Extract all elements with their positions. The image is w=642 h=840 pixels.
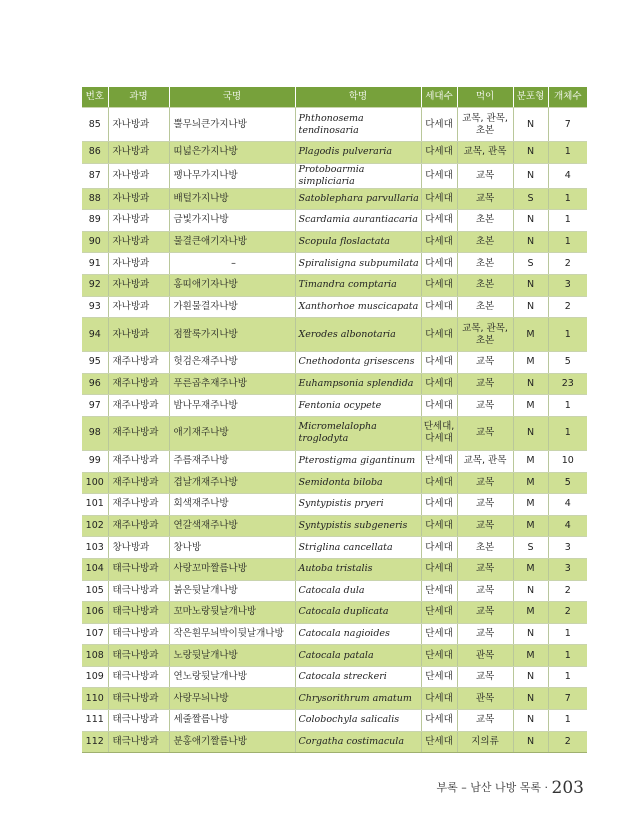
- cell-food: 초본: [457, 274, 513, 296]
- header-count: 개체수: [548, 87, 587, 108]
- cell-count: 2: [548, 580, 587, 602]
- cell-distribution: N: [513, 108, 548, 142]
- cell-korean-name: 꼬마노랑뒷날개나방: [169, 602, 295, 624]
- header-generations: 세대수: [421, 87, 457, 108]
- cell-number: 108: [82, 645, 108, 667]
- table-row: [82, 373, 587, 395]
- cell-korean-name: 가흰물결자나방: [169, 296, 295, 318]
- cell-food: 교목, 관목, 초본: [457, 108, 513, 142]
- cell-food: 교목: [457, 494, 513, 516]
- cell-count: 5: [548, 472, 587, 494]
- cell-count: 1: [548, 231, 587, 253]
- cell-distribution: M: [513, 645, 548, 667]
- cell-food: 교목: [457, 472, 513, 494]
- cell-number: 86: [82, 142, 108, 164]
- cell-generations: 다세대: [421, 558, 457, 580]
- cell-distribution: N: [513, 731, 548, 753]
- cell-korean-name: 밤나무재주나방: [169, 395, 295, 417]
- table-row: [82, 142, 587, 164]
- page-footer: [437, 778, 584, 798]
- cell-food: 초본: [457, 210, 513, 232]
- cell-korean-name: 홍띠애기자나방: [169, 274, 295, 296]
- cell-generations: 다세대: [421, 373, 457, 395]
- cell-korean-name: 주름재주나방: [169, 450, 295, 472]
- cell-count: 2: [548, 296, 587, 318]
- cell-number: 112: [82, 731, 108, 753]
- cell-number: 92: [82, 274, 108, 296]
- cell-food: 교목: [457, 602, 513, 624]
- cell-family: 자나방과: [108, 188, 169, 210]
- cell-distribution: N: [513, 210, 548, 232]
- cell-scientific-name: Catocala nagioides: [295, 623, 421, 645]
- cell-generations: 단세대: [421, 666, 457, 688]
- cell-count: 1: [548, 318, 587, 352]
- cell-food: 교목: [457, 395, 513, 417]
- moth-list-table: [82, 87, 587, 753]
- cell-number: 96: [82, 373, 108, 395]
- cell-family: 태극나방과: [108, 710, 169, 732]
- cell-korean-name: 사랑꼬마짤름나방: [169, 558, 295, 580]
- cell-scientific-name: Syntypistis subgeneris: [295, 515, 421, 537]
- cell-family: 재주나방과: [108, 450, 169, 472]
- table-row: [82, 450, 587, 472]
- table-row: [82, 231, 587, 253]
- cell-food: 교목, 관목: [457, 142, 513, 164]
- cell-scientific-name: Syntypistis pryeri: [295, 494, 421, 516]
- cell-korean-name: 배털가지나방: [169, 188, 295, 210]
- cell-food: 관목: [457, 645, 513, 667]
- cell-scientific-name: Phthonosema tendinosaria: [295, 108, 421, 142]
- cell-food: 교목: [457, 558, 513, 580]
- cell-food: 지의류: [457, 731, 513, 753]
- cell-generations: 단세대: [421, 623, 457, 645]
- cell-scientific-name: Striglina cancellata: [295, 537, 421, 559]
- cell-distribution: M: [513, 450, 548, 472]
- cell-generations: 단세대: [421, 731, 457, 753]
- cell-scientific-name: Catocala patala: [295, 645, 421, 667]
- cell-korean-name: 뿔무늬큰가지나방: [169, 108, 295, 142]
- cell-scientific-name: Scardamia aurantiacaria: [295, 210, 421, 232]
- cell-scientific-name: Catocala dula: [295, 580, 421, 602]
- cell-korean-name: 작은흰무늬박이뒷날개나방: [169, 623, 295, 645]
- cell-number: 103: [82, 537, 108, 559]
- cell-number: 102: [82, 515, 108, 537]
- cell-generations: 다세대: [421, 318, 457, 352]
- table-row: [82, 558, 587, 580]
- cell-korean-name: 연노랑뒷날개나방: [169, 666, 295, 688]
- cell-distribution: N: [513, 274, 548, 296]
- cell-family: 태극나방과: [108, 645, 169, 667]
- table-row: [82, 537, 587, 559]
- cell-number: 111: [82, 710, 108, 732]
- cell-family: 태극나방과: [108, 666, 169, 688]
- cell-korean-name: 헛검은재주나방: [169, 352, 295, 374]
- cell-food: 교목: [457, 666, 513, 688]
- header-korean-name: 국명: [169, 87, 295, 108]
- cell-family: 재주나방과: [108, 494, 169, 516]
- cell-scientific-name: Semidonta biloba: [295, 472, 421, 494]
- table-row: [82, 472, 587, 494]
- cell-generations: 다세대: [421, 688, 457, 710]
- cell-number: 91: [82, 253, 108, 275]
- table-row: [82, 602, 587, 624]
- cell-family: 재주나방과: [108, 472, 169, 494]
- cell-number: 98: [82, 416, 108, 450]
- cell-scientific-name: Euhampsonia splendida: [295, 373, 421, 395]
- cell-scientific-name: Catocala streckeri: [295, 666, 421, 688]
- cell-generations: 다세대: [421, 537, 457, 559]
- cell-count: 1: [548, 416, 587, 450]
- cell-food: 초본: [457, 231, 513, 253]
- cell-count: 23: [548, 373, 587, 395]
- cell-generations: 단세대, 다세대: [421, 416, 457, 450]
- cell-number: 107: [82, 623, 108, 645]
- cell-family: 태극나방과: [108, 558, 169, 580]
- table-row: [82, 163, 587, 188]
- cell-number: 110: [82, 688, 108, 710]
- cell-number: 97: [82, 395, 108, 417]
- table-row: [82, 318, 587, 352]
- cell-family: 재주나방과: [108, 515, 169, 537]
- cell-family: 자나방과: [108, 210, 169, 232]
- cell-food: 교목, 관목, 초본: [457, 318, 513, 352]
- cell-generations: 단세대: [421, 450, 457, 472]
- cell-generations: 다세대: [421, 515, 457, 537]
- cell-family: 자나방과: [108, 318, 169, 352]
- cell-scientific-name: Timandra comptaria: [295, 274, 421, 296]
- cell-number: 85: [82, 108, 108, 142]
- header-scientific-name: 학명: [295, 87, 421, 108]
- cell-scientific-name: Spiralisigna subpumilata: [295, 253, 421, 275]
- cell-scientific-name: Pterostigma gigantinum: [295, 450, 421, 472]
- cell-distribution: S: [513, 188, 548, 210]
- cell-family: 재주나방과: [108, 416, 169, 450]
- cell-number: 89: [82, 210, 108, 232]
- header-food: 먹이: [457, 87, 513, 108]
- cell-korean-name: 창나방: [169, 537, 295, 559]
- cell-distribution: N: [513, 623, 548, 645]
- cell-family: 자나방과: [108, 296, 169, 318]
- cell-korean-name: 회색재주나방: [169, 494, 295, 516]
- cell-food: 교목: [457, 623, 513, 645]
- cell-number: 105: [82, 580, 108, 602]
- cell-food: 초본: [457, 253, 513, 275]
- cell-distribution: N: [513, 296, 548, 318]
- cell-number: 95: [82, 352, 108, 374]
- cell-family: 재주나방과: [108, 395, 169, 417]
- cell-family: 자나방과: [108, 108, 169, 142]
- table-row: [82, 296, 587, 318]
- cell-distribution: N: [513, 373, 548, 395]
- cell-generations: 다세대: [421, 253, 457, 275]
- cell-distribution: M: [513, 602, 548, 624]
- cell-count: 3: [548, 558, 587, 580]
- cell-family: 자나방과: [108, 231, 169, 253]
- cell-korean-name: 푸른곱추재주나방: [169, 373, 295, 395]
- cell-distribution: N: [513, 688, 548, 710]
- cell-distribution: N: [513, 710, 548, 732]
- cell-count: 7: [548, 108, 587, 142]
- cell-number: 90: [82, 231, 108, 253]
- cell-scientific-name: Scopula floslactata: [295, 231, 421, 253]
- cell-distribution: N: [513, 163, 548, 188]
- cell-number: 93: [82, 296, 108, 318]
- cell-generations: 다세대: [421, 352, 457, 374]
- cell-food: 교목: [457, 188, 513, 210]
- cell-food: 교목: [457, 416, 513, 450]
- cell-food: 교목, 관목: [457, 450, 513, 472]
- cell-korean-name: 점짤룩가지나방: [169, 318, 295, 352]
- cell-korean-name: 세줄짤름나방: [169, 710, 295, 732]
- cell-distribution: M: [513, 515, 548, 537]
- cell-count: 2: [548, 731, 587, 753]
- cell-scientific-name: Chrysorithrum amatum: [295, 688, 421, 710]
- cell-generations: 다세대: [421, 395, 457, 417]
- cell-scientific-name: Fentonia ocypete: [295, 395, 421, 417]
- cell-korean-name: 분홍애기짤름나방: [169, 731, 295, 753]
- cell-number: 94: [82, 318, 108, 352]
- cell-generations: 다세대: [421, 494, 457, 516]
- cell-count: 1: [548, 645, 587, 667]
- cell-family: 자나방과: [108, 274, 169, 296]
- table-row: [82, 580, 587, 602]
- table-row: [82, 515, 587, 537]
- table-row: [82, 688, 587, 710]
- cell-count: 4: [548, 163, 587, 188]
- cell-generations: 다세대: [421, 274, 457, 296]
- cell-number: 101: [82, 494, 108, 516]
- cell-distribution: N: [513, 142, 548, 164]
- cell-family: 자나방과: [108, 142, 169, 164]
- cell-korean-name: 띠넓은가지나방: [169, 142, 295, 164]
- cell-distribution: S: [513, 537, 548, 559]
- cell-count: 5: [548, 352, 587, 374]
- cell-scientific-name: Cnethodonta grisescens: [295, 352, 421, 374]
- table-row: [82, 188, 587, 210]
- cell-family: 태극나방과: [108, 602, 169, 624]
- cell-number: 87: [82, 163, 108, 188]
- cell-distribution: S: [513, 253, 548, 275]
- cell-distribution: M: [513, 318, 548, 352]
- table-header-row: [82, 87, 587, 108]
- cell-scientific-name: Satoblephara parvullaria: [295, 188, 421, 210]
- cell-korean-name: 사랑무늬나방: [169, 688, 295, 710]
- cell-food: 교목: [457, 515, 513, 537]
- cell-count: 3: [548, 274, 587, 296]
- table-row: [82, 210, 587, 232]
- cell-food: 교목: [457, 710, 513, 732]
- footer-text: 부록 – 남산 나방 목록 ·: [436, 781, 549, 794]
- table-row: [82, 108, 587, 142]
- cell-family: 태극나방과: [108, 580, 169, 602]
- cell-korean-name: 겹날개재주나방: [169, 472, 295, 494]
- cell-generations: 단세대: [421, 580, 457, 602]
- cell-number: 106: [82, 602, 108, 624]
- cell-distribution: N: [513, 416, 548, 450]
- table-row: [82, 731, 587, 753]
- cell-generations: 다세대: [421, 710, 457, 732]
- cell-count: 2: [548, 602, 587, 624]
- cell-family: 재주나방과: [108, 352, 169, 374]
- table-row: [82, 253, 587, 275]
- cell-distribution: M: [513, 352, 548, 374]
- header-distribution: 분포형: [513, 87, 548, 108]
- cell-scientific-name: Autoba tristalis: [295, 558, 421, 580]
- cell-family: 창나방과: [108, 537, 169, 559]
- cell-scientific-name: Catocala duplicata: [295, 602, 421, 624]
- header-family: 과명: [108, 87, 169, 108]
- cell-korean-name: 연갈색재주나방: [169, 515, 295, 537]
- cell-family: 재주나방과: [108, 373, 169, 395]
- cell-family: 태극나방과: [108, 731, 169, 753]
- cell-korean-name: 금빛가지나방: [169, 210, 295, 232]
- table-row: [82, 710, 587, 732]
- cell-distribution: M: [513, 494, 548, 516]
- cell-count: 1: [548, 710, 587, 732]
- cell-count: 2: [548, 253, 587, 275]
- table-row: [82, 416, 587, 450]
- cell-scientific-name: Micromelalopha troglodyta: [295, 416, 421, 450]
- table-row: [82, 645, 587, 667]
- cell-count: 7: [548, 688, 587, 710]
- table-row: [82, 494, 587, 516]
- cell-count: 1: [548, 395, 587, 417]
- cell-number: 104: [82, 558, 108, 580]
- cell-korean-name: 노랑뒷날개나방: [169, 645, 295, 667]
- cell-scientific-name: Xanthorhoe muscicapata: [295, 296, 421, 318]
- cell-food: 초본: [457, 537, 513, 559]
- cell-distribution: M: [513, 558, 548, 580]
- cell-scientific-name: Plagodis pulveraria: [295, 142, 421, 164]
- cell-generations: 다세대: [421, 142, 457, 164]
- cell-generations: 단세대: [421, 645, 457, 667]
- cell-generations: 다세대: [421, 108, 457, 142]
- cell-korean-name: 애기재주나방: [169, 416, 295, 450]
- cell-distribution: M: [513, 395, 548, 417]
- table-row: [82, 395, 587, 417]
- cell-family: 태극나방과: [108, 623, 169, 645]
- table-row: [82, 666, 587, 688]
- cell-food: 교목: [457, 580, 513, 602]
- cell-distribution: N: [513, 231, 548, 253]
- cell-korean-name: 물결큰애기자나방: [169, 231, 295, 253]
- table-row: [82, 623, 587, 645]
- header-number: 번호: [82, 87, 108, 108]
- cell-korean-name: 붉은뒷날개나방: [169, 580, 295, 602]
- cell-generations: 다세대: [421, 210, 457, 232]
- cell-number: 109: [82, 666, 108, 688]
- cell-number: 99: [82, 450, 108, 472]
- cell-scientific-name: Xerodes albonotaria: [295, 318, 421, 352]
- cell-generations: 다세대: [421, 188, 457, 210]
- cell-number: 88: [82, 188, 108, 210]
- cell-count: 1: [548, 188, 587, 210]
- table-row: [82, 352, 587, 374]
- cell-count: 1: [548, 666, 587, 688]
- cell-scientific-name: Protoboarmia simpliciaria: [295, 163, 421, 188]
- cell-generations: 다세대: [421, 163, 457, 188]
- cell-food: 교목: [457, 163, 513, 188]
- cell-family: 자나방과: [108, 163, 169, 188]
- cell-number: 100: [82, 472, 108, 494]
- table-body: [82, 108, 587, 753]
- cell-distribution: N: [513, 580, 548, 602]
- cell-korean-name: –: [169, 253, 295, 275]
- cell-generations: 단세대: [421, 602, 457, 624]
- cell-count: 4: [548, 515, 587, 537]
- cell-count: 4: [548, 494, 587, 516]
- cell-family: 태극나방과: [108, 688, 169, 710]
- cell-korean-name: 팽나무가지나방: [169, 163, 295, 188]
- cell-food: 초본: [457, 296, 513, 318]
- table-row: [82, 274, 587, 296]
- page-number: 203: [551, 778, 584, 798]
- cell-count: 3: [548, 537, 587, 559]
- cell-count: 1: [548, 142, 587, 164]
- cell-distribution: M: [513, 472, 548, 494]
- cell-food: 교목: [457, 352, 513, 374]
- cell-food: 교목: [457, 373, 513, 395]
- cell-distribution: N: [513, 666, 548, 688]
- cell-count: 1: [548, 623, 587, 645]
- cell-scientific-name: Corgatha costimacula: [295, 731, 421, 753]
- cell-food: 관목: [457, 688, 513, 710]
- cell-generations: 다세대: [421, 296, 457, 318]
- cell-count: 1: [548, 210, 587, 232]
- cell-generations: 다세대: [421, 472, 457, 494]
- cell-count: 10: [548, 450, 587, 472]
- cell-family: 자나방과: [108, 253, 169, 275]
- cell-scientific-name: Colobochyla salicalis: [295, 710, 421, 732]
- cell-generations: 다세대: [421, 231, 457, 253]
